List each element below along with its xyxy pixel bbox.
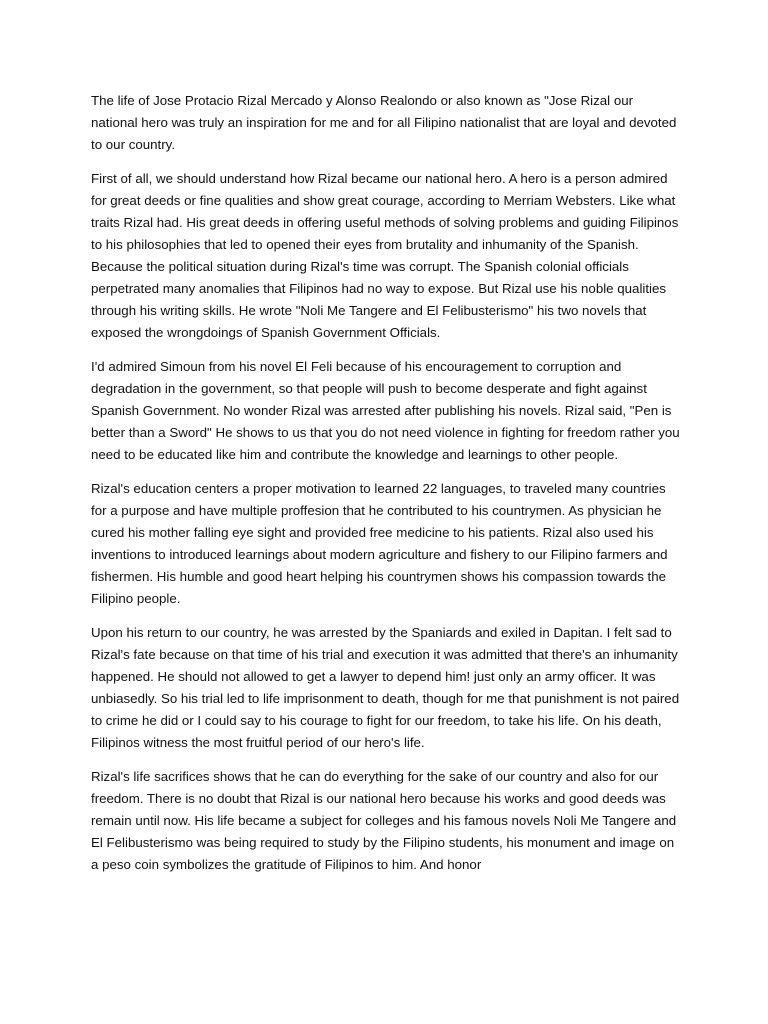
paragraph-education: Rizal's education centers a proper motivation to learned 22 languages, to traveled many countries for a purpose and have multiple proffesion that he contributed to his countrymen. As physician he cured his mother falling eye sight and provided free medicine to his patients. Rizal also used his inventions to introduced learnings about modern agriculture and fishery to our Filipino farmers and fishermen. His humble and good heart helping his countrymen shows his compassion towards the Filipino people.	[91, 481, 668, 606]
paragraph-intro: The life of Jose Protacio Rizal Mercado y Alonso Realondo or also known as "Jose Rizal our national hero was truly an inspiration for me and for all Filipino nationalist that are loyal and devoted to our country.	[91, 93, 677, 152]
paragraph-trial: Upon his return to our country, he was arrested by the Spaniards and exiled in Dapitan. I felt sad to Rizal's fate because on that time of his trial and execution it was admitted that there's an inhumanity happened. He should not allowed to get a lawyer to depend him! just only an army officer. It was unbiasedly. So his trial led to life imprisonment to death, though for me that punishment is not paired to crime he did or I could say to his courage to fight for our freedom, to take his life. On his death, Filipinos witness the most fruitful period of our hero's life.	[91, 625, 680, 750]
paragraph-national-hero: First of all, we should understand how Rizal became our national hero. A hero is a person admired for great deeds or fine qualities and show great courage, according to Merriam Websters. Like what traits Rizal had. His great deeds in offering useful methods of solving problems and guiding Filipinos to his philosophies that led to opened their eyes from brutality and inhumanity of the Spanish. Because the political situation during Rizal's time was corrupt. The Spanish colonial officials perpetrated many anomalies that Filipinos had no way to expose. But Rizal use his noble qualities through his writing skills. He wrote "Noli Me Tangere and El Felibusterismo" his two novels that exposed the wrongdoings of Spanish Government Officials.	[91, 171, 679, 340]
document-body	[91, 90, 681, 888]
paragraph-sacrifices: Rizal's life sacrifices shows that he can do everything for the sake of our country and also for our freedom. There is no doubt that Rizal is our national hero because his works and good deeds was remain until now. His life became a subject for colleges and his famous novels Noli Me Tangere and El Felibusterismo was being required to study by the Filipino students, his monument and image on a peso coin symbolizes the gratitude of Filipinos to him. And honor	[91, 769, 677, 872]
paragraph-simoun: I'd admired Simoun from his novel El Feli because of his encouragement to corruption and degradation in the government, so that people will push to become desperate and fight against Spanish Government. No wonder Rizal was arrested after publishing his novels. Rizal said, "Pen is better than a Sword" He shows to us that you do not need violence in fighting for freedom rather you need to be educated like him and contribute the knowledge and learnings to other people.	[91, 359, 680, 462]
